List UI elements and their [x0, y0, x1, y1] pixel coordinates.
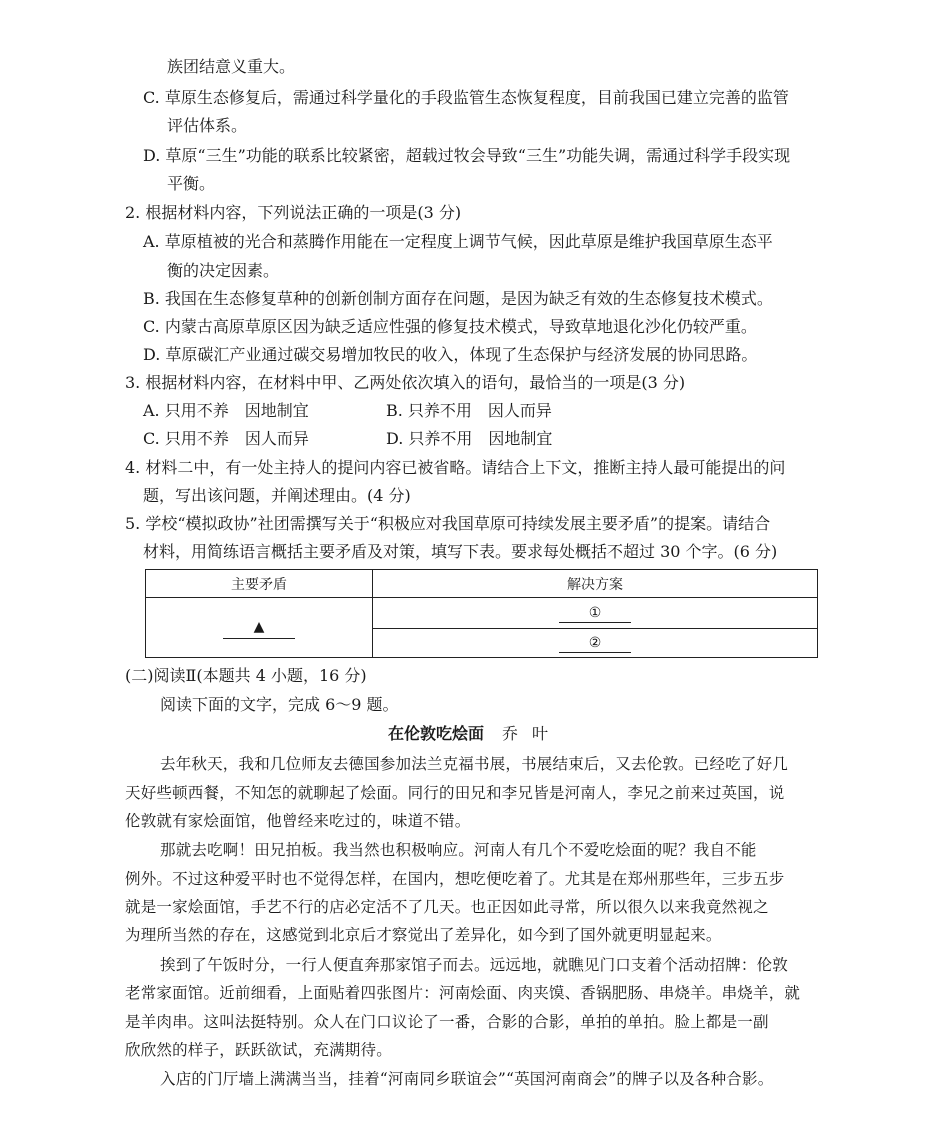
option-c: C. 草原生态修复后，需通过科学量化的手段监管生态恢复程度，目前我国已建立完善的监管: [143, 88, 789, 107]
article-line: 就是一家烩面馆，手艺不行的店必定活不了几天。也正因如此寻常，所以很久以来我竟然视之: [125, 898, 769, 916]
article-line: 为理所当然的存在，这感觉到北京后才察觉出了差异化，如今到了国外就更明显起来。: [125, 926, 722, 944]
article-line: 入店的门厅墙上满满当当，挂着“河南同乡联谊会”“英国河南商会”的牌子以及各种合影。: [160, 1070, 774, 1088]
option-d: D. 只养不用 因地制宜: [386, 429, 553, 448]
text-line: 平衡。: [167, 174, 216, 193]
triangle-marker: ▲: [223, 616, 295, 639]
question-3: 3. 根据材料内容，在材料中甲、乙两处依次填入的语句，最恰当的一项是(3 分): [125, 373, 686, 392]
article-title: [0, 724, 950, 744]
table-header-solution: 解决方案: [373, 570, 818, 598]
option-a: A. 只用不养 因地制宜: [143, 401, 309, 420]
option-d: D. 草原碳汇产业通过碳交易增加牧民的收入，体现了生态保护与经济发展的协同思路。: [143, 345, 758, 364]
section-heading: (二)阅读Ⅱ(本题共 4 小题，16 分): [125, 666, 367, 685]
option-b: B. 我国在生态修复草种的创新创制方面存在问题，是因为缺乏有效的生态修复技术模式。: [143, 289, 773, 308]
answer-blank-1: [373, 598, 818, 629]
question-4: 4. 材料二中，有一处主持人的提问内容已被省略。请结合上下文，推断主持人最可能提出的问: [125, 458, 786, 477]
text-line: 衡的决定因素。: [167, 261, 280, 280]
option-a: A. 草原植被的光合和蒸腾作用能在一定程度上调节气候，因此草原是维护我国草原生态平: [143, 232, 773, 251]
answer-table: [145, 569, 818, 658]
option-c: C. 内蒙古高原草原区因为缺乏适应性强的修复技术模式，导致草地退化沙化仍较严重。: [143, 317, 757, 336]
article-line: 欣欣然的样子，跃跃欲试，充满期待。: [125, 1041, 392, 1059]
article-line: 老常家面馆。近前细看，上面贴着四张图片：河南烩面、肉夹馍、香锅肥肠、串烧羊。串烧羊，就: [125, 984, 801, 1002]
table-header-contradiction: 主要矛盾: [146, 570, 373, 598]
text-line: 材料，用简练语言概括主要矛盾及对策，填写下表。要求每处概括不超过 30 个字。(6 分): [143, 542, 778, 561]
article-line: 挨到了午饭时分，一行人便直奔那家馆子而去。远远地，就瞧见门口支着个活动招牌：伦敦: [160, 956, 789, 974]
answer-blank-2: [373, 629, 818, 658]
text-line: 评估体系。: [167, 116, 248, 135]
article-author: 乔叶: [502, 724, 563, 743]
article-line: 伦敦就有家烩面馆，他曾经来吃过的，味道不错。: [125, 812, 471, 830]
text-line: 题，写出该问题，并阐述理由。(4 分): [143, 486, 411, 505]
article-line: 是羊肉串。这叫法挺特别。众人在门口议论了一番，合影的合影，单拍的单拍。脸上都是一副: [125, 1013, 769, 1031]
question-5: 5. 学校“模拟政协”社团需撰写关于“积极应对我国草原可持续发展主要矛盾”的提案。请结合: [125, 514, 771, 533]
option-c: C. 只用不养 因人而异: [143, 429, 309, 448]
instruction: 阅读下面的文字，完成 6～9 题。: [160, 695, 399, 714]
article-line: 天好些顿西餐，不知怎的就聊起了烩面。同行的田兄和李兄皆是河南人，李兄之前来过英国，说: [125, 784, 785, 802]
option-b: B. 只养不用 因人而异: [386, 401, 552, 420]
blank-number-2: ②: [559, 634, 631, 653]
article-line: 那就去吃啊！田兄拍板。我当然也积极响应。河南人有几个不爱吃烩面的呢？我自不能: [160, 841, 757, 859]
article-line: 去年秋天，我和几位师友去德国参加法兰克福书展，书展结束后，又去伦敦。已经吃了好几: [160, 755, 789, 773]
text-line: 族团结意义重大。: [167, 57, 296, 76]
blank-number-1: ①: [559, 604, 631, 623]
article-line: 例外。不过这种爱平时也不觉得怎样，在国内，想吃便吃着了。尤其是在郑州那些年，三步五步: [125, 870, 785, 888]
question-2: 2. 根据材料内容，下列说法正确的一项是(3 分): [125, 203, 462, 222]
article-title-text: 在伦敦吃烩面: [387, 724, 484, 743]
answer-blank-contradiction: [146, 598, 373, 658]
option-d: D. 草原“三生”功能的联系比较紧密，超载过牧会导致“三生”功能失调，需通过科学手段实现: [143, 146, 791, 165]
